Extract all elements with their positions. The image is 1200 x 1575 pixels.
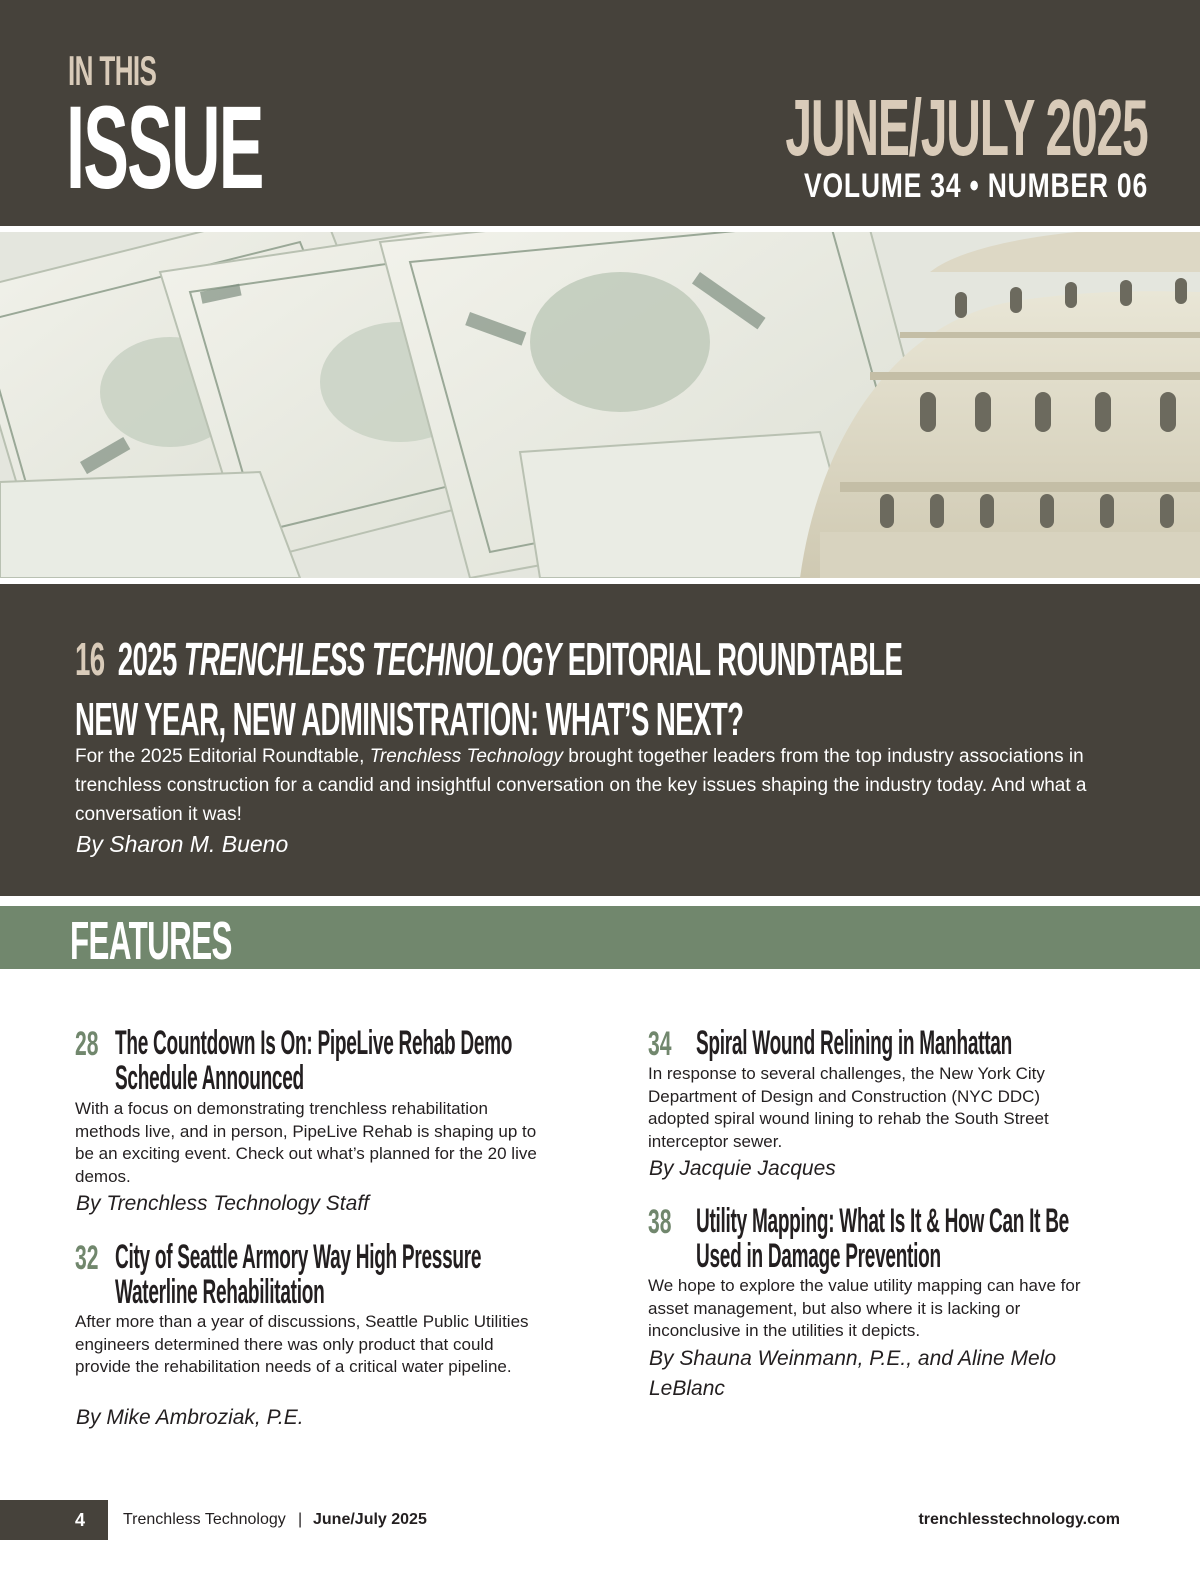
header-title: ISSUE bbox=[66, 82, 263, 214]
article-page-number: 32 bbox=[75, 1239, 99, 1277]
article-title[interactable] bbox=[696, 1026, 1200, 1061]
cover-desc-rest: brought together leaders from the top industry associations in trenchless construction for a candid and insightful conversation on the key issues shaping the industry today. And what a conversation it was! bbox=[75, 746, 1087, 825]
cover-heading-italic: TRENCHLESS TECHNOLOGY bbox=[183, 633, 561, 685]
header-kicker: IN THIS bbox=[68, 47, 157, 94]
issue-volume: VOLUME 34 • NUMBER 06 bbox=[804, 167, 1148, 205]
article-byline: By Trenchless Technology Staff bbox=[76, 1192, 369, 1215]
article-byline: By Mike Ambroziak, P.E. bbox=[76, 1406, 304, 1429]
cover-desc-italic: Trenchless Technology bbox=[369, 746, 563, 767]
footer-website-link[interactable]: trenchlesstechnology.com bbox=[918, 1511, 1120, 1528]
cover-photo bbox=[0, 232, 1200, 578]
cover-story bbox=[0, 584, 1200, 896]
footer-issue-date: June/July 2025 bbox=[313, 1511, 427, 1528]
article-byline: By Shauna Weinmann, P.E., and Aline Melo LeBlanc bbox=[649, 1347, 1057, 1400]
cover-story-description bbox=[75, 742, 1135, 829]
cover-desc-prefix: For the 2025 Editorial Roundtable, bbox=[75, 746, 370, 767]
features-heading: FEATURES bbox=[70, 911, 232, 971]
article-title-line: The Countdown Is On: PipeLive Rehab Demo bbox=[115, 1024, 513, 1062]
cover-story-subheading: NEW YEAR, NEW ADMINISTRATION: WHAT’S NEXT? bbox=[75, 693, 744, 745]
article-title-line: Spiral Wound Relining in Manhattan bbox=[696, 1024, 1012, 1062]
article-description: After more than a year of discussions, Seattle Public Utilities engineers determined there was only product that could provide the rehabilitation needs of a critical water pipeline. bbox=[75, 1312, 529, 1376]
footer-separator: | bbox=[298, 1511, 303, 1528]
features-section-header bbox=[0, 906, 1200, 969]
article-title-line: City of Seattle Armory Way High Pressure bbox=[115, 1238, 482, 1276]
article-page-number: 28 bbox=[75, 1025, 99, 1063]
money-capitol-image bbox=[0, 232, 1200, 578]
article-title-line: Schedule Announced bbox=[115, 1059, 304, 1097]
article-page-number: 38 bbox=[648, 1203, 672, 1241]
page-number: 4 bbox=[74, 1510, 85, 1530]
cover-heading-prefix: 2025 bbox=[117, 633, 184, 685]
article-description: We hope to explore the value utility mapping can have for asset management, but also where it is lacking or inconclusive in the utilities it depicts. bbox=[648, 1276, 1081, 1340]
article-description: With a focus on demonstrating trenchless rehabilitation methods live, and in person, PipeLive Rehab is shaping up to be an exciting event. Check out what’s planned for the 20 live demos. bbox=[75, 1099, 537, 1186]
article-description: In response to several challenges, the New York City Department of Design and Construction (NYC DDC) adopted spiral wound lining to rehab the South Street interceptor sewer. bbox=[648, 1064, 1049, 1151]
article-title-line: Waterline Rehabilitation bbox=[115, 1273, 325, 1311]
article-title-line: Utility Mapping: What Is It & How Can It Be bbox=[696, 1202, 1069, 1240]
cover-heading-suffix: EDITORIAL ROUNDTABLE bbox=[560, 633, 903, 685]
article-page-number: 34 bbox=[648, 1025, 672, 1063]
article-byline: By Jacquie Jacques bbox=[649, 1157, 836, 1180]
footer-publication: Trenchless Technology bbox=[123, 1511, 286, 1528]
issue-date: JUNE/JULY 2025 bbox=[785, 83, 1148, 172]
article-title[interactable] bbox=[696, 1204, 1200, 1274]
page-footer bbox=[0, 1500, 1200, 1540]
masthead-header bbox=[0, 0, 1200, 226]
article-title-line: Used in Damage Prevention bbox=[696, 1237, 941, 1275]
cover-story-page: 16 bbox=[75, 633, 105, 685]
cover-story-byline: By Sharon M. Bueno bbox=[76, 831, 289, 857]
cover-story-heading[interactable] bbox=[75, 633, 903, 685]
